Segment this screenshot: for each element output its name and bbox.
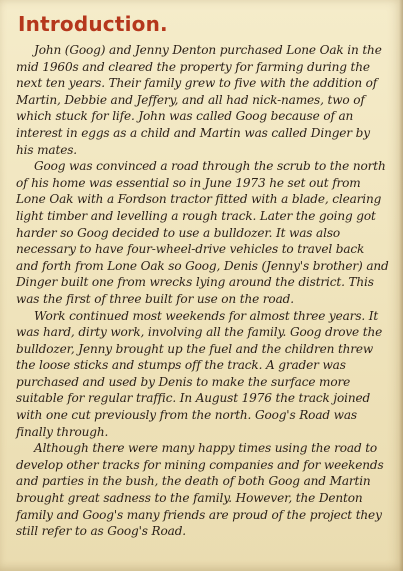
paragraph-conclusion: Although there were many happy times using the road to develop other tracks for mining companies and for weekends and parties in the bush, the death of both Goog and Martin brought great sadness to the family. However, the Denton family and Goog's many friends are proud of the project they still refer to as Goog's Road. xyxy=(16,441,384,539)
paragraph-road-start: Goog was convinced a road through the scrub to the north of his home was essential so in June 1973 he set out from Lone Oak with a Fordson tractor fitted with a blade, clearing light timber and levelling a rough track. Later the going got harder so Goog decided to use a bulldozer. It was also necessary to have four-wheel-drive vehicles to travel back and forth from Lone Oak so Goog, Denis (Jenny's brother) and Dinger built one from wrecks lying around the district. This was the first of three built for use on the road. xyxy=(16,159,389,306)
paragraph-construction-work: Work continued most weekends for almost three years. It was hard, dirty work, involving all the family. Goog drove the bulldozer, Jenny brought up the fuel and the children threw the loose sticks and stumps off the track. A grader was purchased and used by Denis to make the surface more suitable for regular traffic. In August 1976 the track joined with one cut previously from the north. Goog's Road was finally through. xyxy=(16,308,383,439)
page-edge-shadow xyxy=(399,0,403,571)
paragraph-family-background: John (Goog) and Jenny Denton purchased Lone Oak in the mid 1960s and cleared the property for farming during the next ten years. Their family grew to five with the addition of Martin, Debbie and Jeffery, and all had nick-names, two of which stuck for life. John was called Goog because of an interest in eggs as a child and Martin was called Dinger by his mates. xyxy=(16,43,382,157)
section-heading: Introduction. xyxy=(18,12,168,36)
